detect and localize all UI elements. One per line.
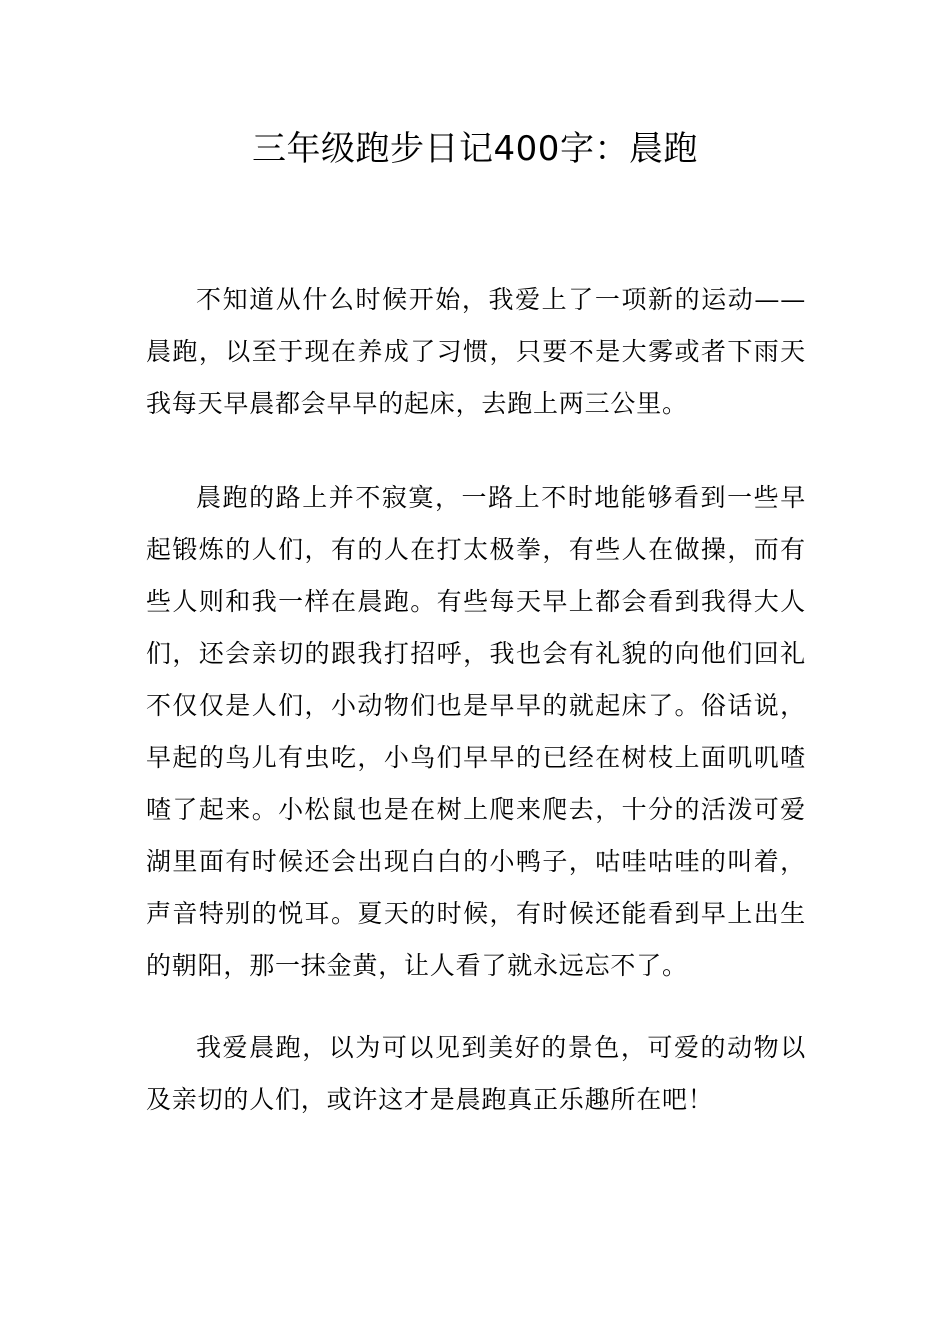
paragraph-2: 晨跑的路上并不寂寞，一路上不时地能够看到一些早起锻炼的人们，有的人在打太极拳，有些人在做操，而有些人则和我一样在晨跑。有些每天早上都会看到我得大人们，还会亲切的跟我打招呼，我也会有礼貌的向他们回礼不仅仅是人们，小动物们也是早早的就起床了。俗话说，早起的鸟儿有虫吃，小鸟们早早的已经在树枝上面叽叽喳喳了起来。小松鼠也是在树上爬来爬去，十分的活泼可爱湖里面有时候还会出现白白的小鸭子，咕哇咕哇的叫着，声音特别的悦耳。夏天的时候，有时候还能看到早上出生的朝阳，那一抹金黄，让人看了就永远忘不了。	[146, 483, 806, 980]
page-title: 三年级跑步日记400字：晨跑	[252, 129, 698, 169]
paragraph-1: 不知道从什么时候开始，我爱上了一项新的运动——晨跑，以至于现在养成了习惯，只要不是大雾或者下雨天我每天早晨都会早早的起床，去跑上两三公里。	[146, 285, 806, 418]
paragraph-3: 我爱晨跑，以为可以见到美好的景色，可爱的动物以及亲切的人们，或许这才是晨跑真正乐趣所在吧！	[146, 1033, 806, 1114]
